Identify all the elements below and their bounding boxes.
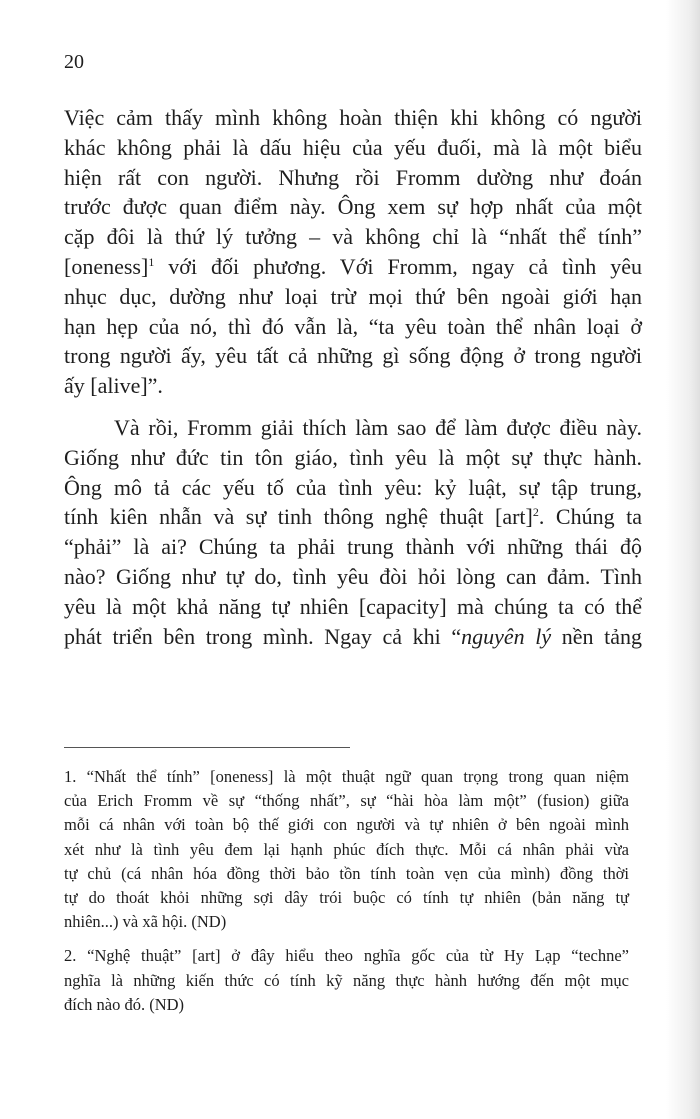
paragraph-2 bbox=[64, 413, 642, 651]
footnote-divider bbox=[64, 747, 350, 748]
text-line: hiện rất con người. Nhưng rồi Fromm dường như đoán bbox=[64, 164, 642, 190]
footnote-line: nhiên...) và xã hội. (ND) bbox=[64, 912, 227, 932]
footnote-line: 2. “Nghệ thuật” [art] ở đây hiểu theo nghĩa gốc của từ Hy Lạp “techne” bbox=[64, 946, 629, 966]
text-fragment: phát triển bên trong mình. Ngay cả khi “ bbox=[64, 623, 462, 649]
main-text bbox=[64, 103, 642, 651]
text-fragment: Và rồi, Fromm giải thích làm sao để làm được điều này. bbox=[114, 414, 642, 440]
text-line: khác không phải là dấu hiệu của yếu đuối, mà là một biểu bbox=[64, 134, 642, 160]
text-line: trước được quan điểm này. Ông xem sự hợp nhất của một bbox=[64, 194, 642, 220]
footnote-line: của Erich Fromm về sự “thống nhất”, sự “hài hòa làm một” (fusion) giữa bbox=[64, 791, 629, 811]
footnote-1 bbox=[64, 765, 629, 934]
text-line bbox=[64, 502, 642, 532]
text-line: yêu là một khả năng tự nhiên [capacity] mà chúng ta có thể bbox=[64, 593, 642, 619]
footnote-ref-1[interactable]: 1 bbox=[148, 254, 155, 269]
text-line: hạn hẹp của nó, thì đó vẫn là, “ta yêu toàn thể nhân loại ở bbox=[64, 313, 642, 339]
text-line: ấy [alive]”. bbox=[64, 373, 163, 399]
footnote-line: tự chủ (cá nhân hóa đồng thời bảo tồn tính toàn vẹn của mình) đồng thời bbox=[64, 863, 629, 883]
text-line: Ông mô tả các yếu tố của tình yêu: kỷ luật, sự tập trung, bbox=[64, 474, 642, 500]
text-line: trong người ấy, yêu tất cả những gì sống động ở trong người bbox=[64, 343, 642, 369]
text-fragment: tính kiên nhẫn và sự tinh thông nghệ thuật [art] bbox=[64, 504, 533, 530]
text-fragment: . Chúng ta bbox=[538, 504, 642, 530]
italic-term: nguyên lý bbox=[461, 623, 552, 649]
text-fragment: nền tảng bbox=[551, 623, 642, 649]
text-line: cặp đôi là thứ lý tưởng – và không chỉ là “nhất thể tính” bbox=[64, 224, 642, 250]
text-fragment: [oneness] bbox=[64, 253, 149, 279]
text-fragment: với đối phương. Với Fromm, ngay cả tình yêu bbox=[154, 253, 642, 279]
text-line: Việc cảm thấy mình không hoàn thiện khi không có người bbox=[64, 105, 642, 130]
text-line: nào? Giống như tự do, tình yêu đòi hỏi lòng can đảm. Tình bbox=[64, 563, 642, 589]
text-line bbox=[64, 252, 642, 282]
footnote-line: xét như là tình yêu đem lại hạnh phúc đích thực. Mỗi cá nhân phải vừa bbox=[64, 839, 629, 859]
footnote-2 bbox=[64, 944, 629, 1017]
text-line: Giống như đức tin tôn giáo, tình yêu là một sự thực hành. bbox=[64, 444, 642, 470]
paragraph-1 bbox=[64, 103, 642, 401]
footnote-line: mỗi cá nhân với toàn bộ thế giới con người và tự nhiên ở bên ngoài mình bbox=[64, 815, 629, 835]
footnote-line: nghĩa là những kiến thức có tính kỹ năng thực hành hướng đến một mục bbox=[64, 970, 629, 990]
scan-edge-shadow bbox=[666, 0, 700, 1119]
text-line: “phải” là ai? Chúng ta phải trung thành với những thái độ bbox=[64, 534, 642, 560]
footnote-line: 1. “Nhất thể tính” [oneness] là một thuật ngữ quan trọng trong quan niệm bbox=[64, 767, 629, 786]
page-number: 20 bbox=[64, 51, 84, 73]
text-line: nhục dục, dường như loại trừ mọi thứ bên ngoài giới hạn bbox=[64, 283, 642, 309]
text-line bbox=[64, 413, 642, 443]
text-line bbox=[64, 622, 642, 652]
footnote-line: đích nào đó. (ND) bbox=[64, 994, 185, 1014]
footnotes bbox=[64, 765, 629, 1017]
footnote-line: tự do thoát khỏi những sợi dây trói buộc có tính tự nhiên (bản năng tự bbox=[64, 888, 629, 908]
footnote-ref-2[interactable]: 2 bbox=[532, 505, 539, 520]
